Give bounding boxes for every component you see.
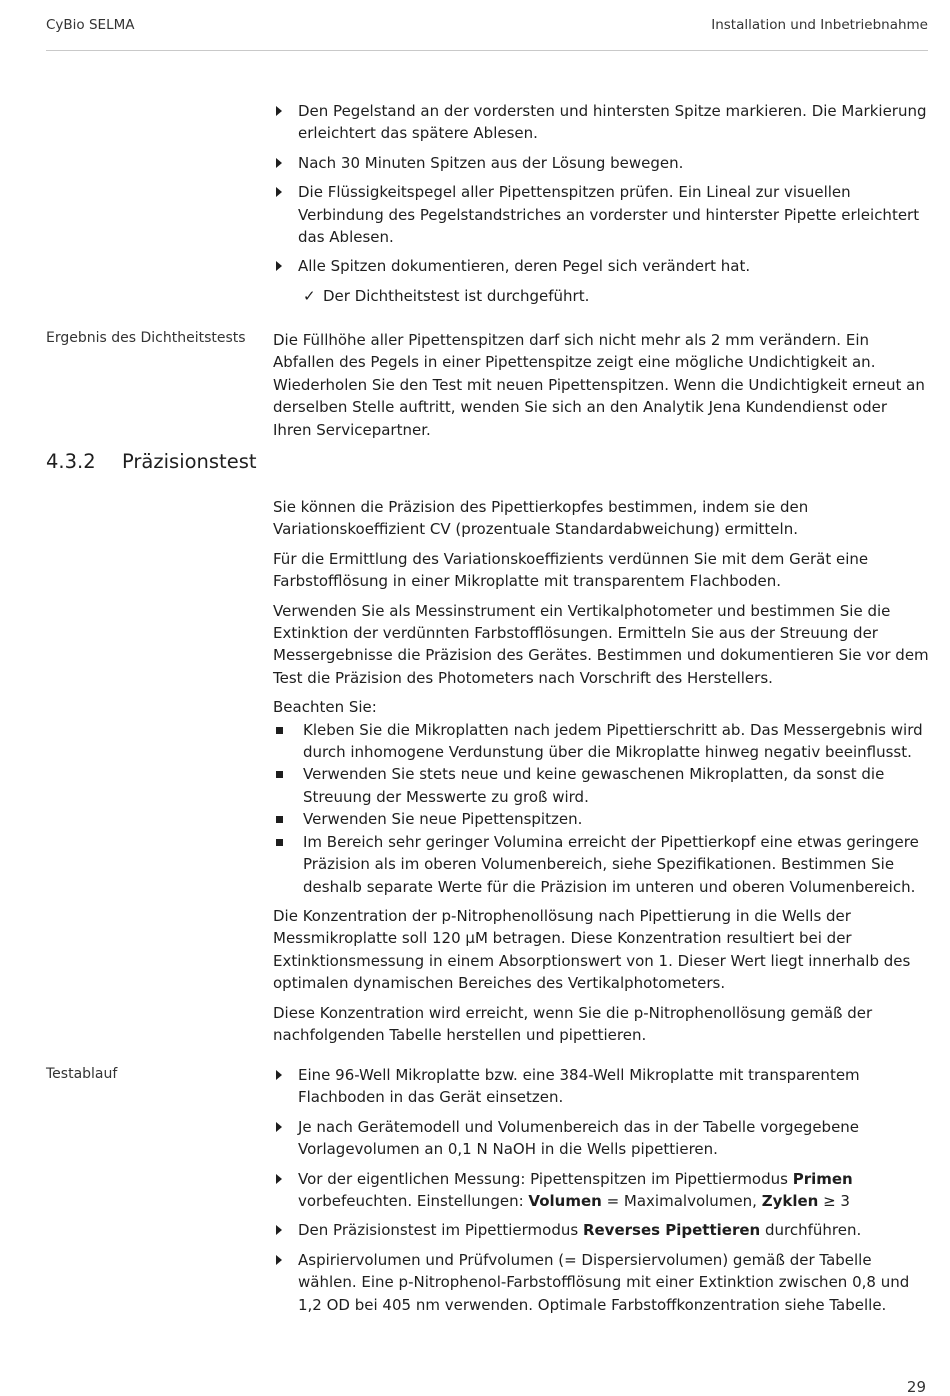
square-bullet-icon: [276, 771, 283, 778]
paragraph: Sie können die Präzision des Pipettierkopfes bestimmen, indem sie den Variationskoeffizient CV (prozentuale Standardabweichung) ermitteln.: [273, 498, 809, 539]
note-list: [273, 719, 929, 898]
paragraph: Diese Konzentration wird erreicht, wenn Sie die p-Nitrophenollösung gemäß der nachfolgenden Tabelle herstellen und pipettieren.: [273, 1003, 873, 1044]
arrow-bullet-icon: [276, 1070, 282, 1080]
note-item: Verwenden Sie stets neue und keine gewaschenen Mikroplatten, da sonst die Streuung der Messwerte zu groß wird.: [273, 763, 929, 808]
square-bullet-icon: [276, 727, 283, 734]
header-product-name: CyBio SELMA: [46, 17, 135, 33]
page-number: 29: [906, 1378, 926, 1396]
arrow-bullet-icon: [276, 1255, 282, 1265]
square-bullet-icon: [276, 816, 283, 823]
step-item: Je nach Gerätemodell und Volumenbereich das in der Tabelle vorgegebene Vorlagevolumen an 0,1 N NaOH in die Wells pipettieren.: [273, 1116, 929, 1161]
square-bullet-icon: [276, 839, 283, 846]
note-item: Kleben Sie die Mikroplatten nach jedem Pipettierschritt ab. Das Messergebnis wird durch inhomogene Verdunstung über die Mikroplatte hinweg negativ beeinflusst.: [273, 719, 929, 764]
arrow-bullet-icon: [276, 158, 282, 168]
setting-name: Primen: [792, 1169, 853, 1188]
step-item: Aspiriervolumen und Prüfvolumen (= Dispersiervolumen) gemäß der Tabelle wählen. Eine p-Nitrophenol-Farbstofflösung mit einer Extinktion zwischen 0,8 und 1,2 OD bei 405 nm verwenden. Optimale Farbstoffkonzentration siehe Tabelle.: [273, 1249, 929, 1316]
note-item: Verwenden Sie neue Pipettenspitzen.: [273, 808, 929, 830]
leak-result-label: Ergebnis des Dichtheitstests: [46, 330, 246, 346]
arrow-bullet-icon: [276, 1174, 282, 1184]
precision-intro: [273, 496, 929, 1046]
paragraph: Für die Ermittlung des Variationskoeffizients verdünnen Sie mit dem Gerät eine Farbstofflösung in einer Mikroplatte mit transparentem Flachboden.: [273, 549, 869, 591]
step-item: Alle Spitzen dokumentieren, deren Pegel sich verändert hat.: [273, 255, 929, 277]
step-result: ✓ Der Dichtheitstest ist durchgeführt.: [273, 285, 929, 307]
checkmark-icon: ✓: [303, 286, 316, 305]
step-item: Vor der eigentlichen Messung: Pipettenspitzen im Pipettiermodus Primen vorbefeuchten. Einstellungen: Volumen = Maximalvolumen, Zyklen ≥ 3: [273, 1168, 929, 1213]
paragraph: Die Konzentration der p-Nitrophenollösung nach Pipettierung in die Wells der Messmikroplatte soll 120 µM betragen. Diese Konzentration resultiert bei der Extinktionsmessung in einem Absorptionswert von 1. Dieser Wert liegt innerhalb des optimalen dynamischen Bereiches des Vertikalphotometers.: [273, 906, 911, 993]
leak-test-steps: [273, 100, 929, 307]
arrow-bullet-icon: [276, 261, 282, 271]
arrow-bullet-icon: [276, 187, 282, 197]
step-item: Den Pegelstand an der vordersten und hintersten Spitze markieren. Die Markierung erleichtert das spätere Ablesen.: [273, 100, 929, 145]
header-chapter-title: Installation und Inbetriebnahme: [711, 17, 928, 33]
test-procedure-steps: [273, 1064, 929, 1323]
leak-result-text: Die Füllhöhe aller Pipettenspitzen darf sich nicht mehr als 2 mm verändern. Ein Abfallen des Pegels in einer Pipettenspitze zeigt eine mögliche Undichtigkeit an. Wiederholen Sie den Test mit neuen Pipettenspitzen. Wenn die Undichtigkeit erneut an derselben Stelle auftritt, wenden Sie sich an den Analytik Jena Kundendienst oder Ihren Servicepartner.: [273, 331, 925, 439]
step-item: Eine 96-Well Mikroplatte bzw. eine 384-Well Mikroplatte mit transparentem Flachboden in das Gerät einsetzen.: [273, 1064, 929, 1109]
step-item: Nach 30 Minuten Spitzen aus der Lösung bewegen.: [273, 152, 929, 174]
note-item: Im Bereich sehr geringer Volumina erreicht der Pipettierkopf eine etwas geringere Präzision als im oberen Volumenbereich, siehe Spezifikationen. Bestimmen Sie deshalb separate Werte für die Präzision im unteren und oberen Volumenbereich.: [273, 831, 929, 898]
leak-test-step-list: [273, 100, 929, 278]
leak-result-text-block: [273, 329, 929, 441]
test-procedure-label: Testablauf: [46, 1066, 118, 1082]
arrow-bullet-icon: [276, 1122, 282, 1132]
setting-name: Volumen: [528, 1192, 602, 1211]
test-procedure-step-list: [273, 1064, 929, 1316]
arrow-bullet-icon: [276, 106, 282, 116]
step-item: Den Präzisionstest im Pipettiermodus Reverses Pipettieren durchführen.: [273, 1219, 929, 1241]
arrow-bullet-icon: [276, 1225, 282, 1235]
page-header: [46, 16, 928, 51]
section-number: 4.3.2: [46, 450, 96, 473]
note-title: Beachten Sie:: [273, 698, 377, 717]
paragraph: Verwenden Sie als Messinstrument ein Vertikalphotometer und bestimmen Sie die Extinktion der verdünnten Farbstofflösungen. Ermitteln Sie aus der Streuung der Messergebnisse die Präzision des Gerätes. Bestimmen und dokumentieren Sie vor dem Test die Präzision des Photometers nach Vorschrift des Herstellers.: [273, 601, 929, 687]
section-title: Präzisionstest: [122, 450, 257, 473]
step-item: Die Flüssigkeitspegel aller Pipettenspitzen prüfen. Ein Lineal zur visuellen Verbindung des Pegelstandstriches an vorderster und hinterster Pipette erleichtert das Ablesen.: [273, 181, 929, 248]
setting-name: Zyklen: [761, 1192, 819, 1211]
mode-name: Reverses Pipettieren: [582, 1221, 761, 1240]
section-heading: [46, 450, 257, 473]
